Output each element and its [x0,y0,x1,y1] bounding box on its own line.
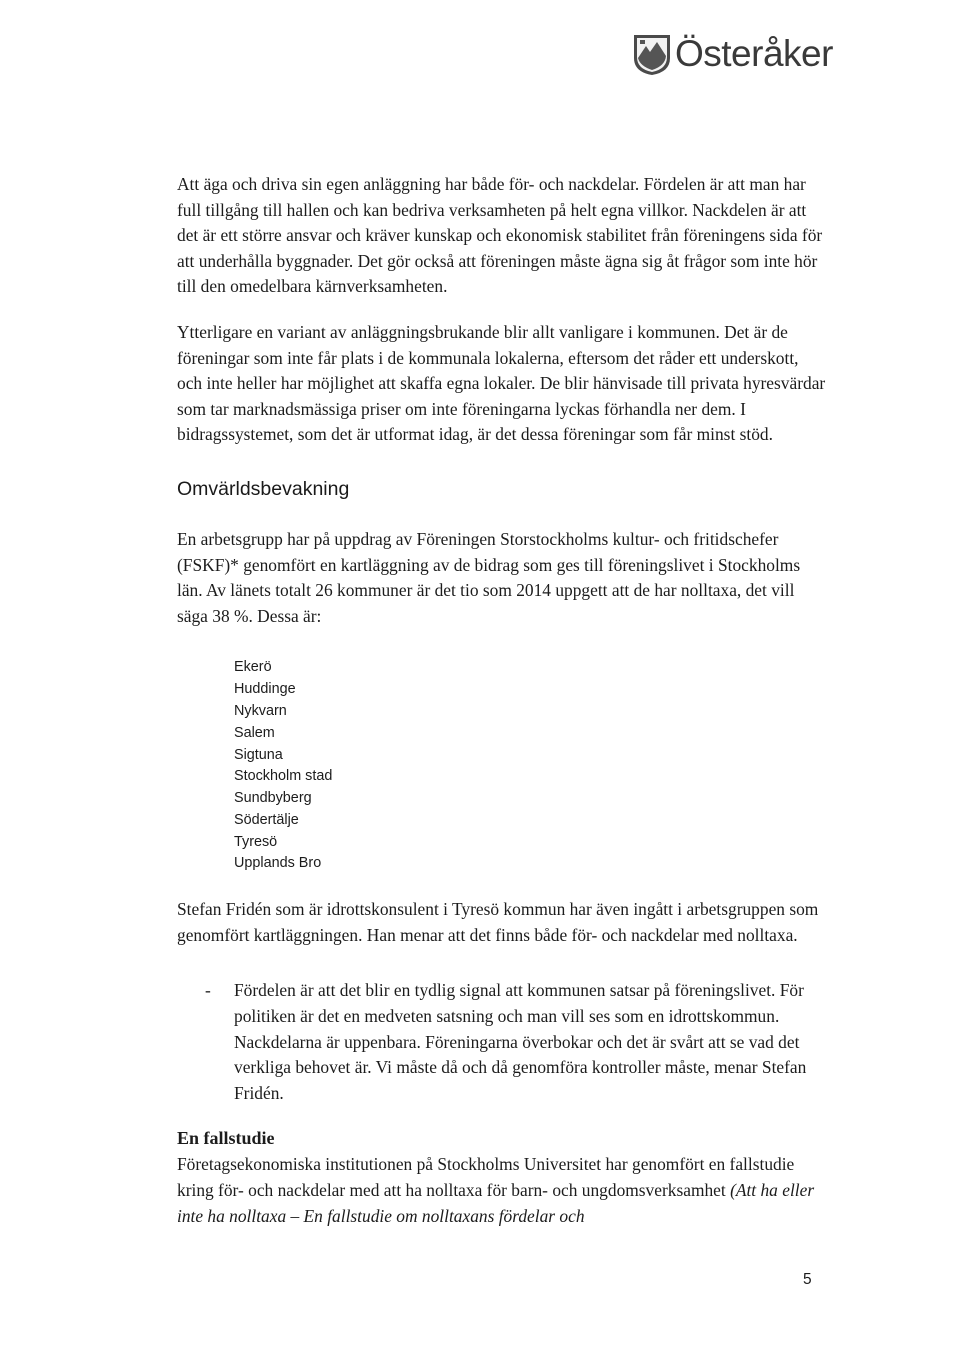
list-item: Södertälje [234,811,299,828]
list-item: Ekerö [234,659,272,676]
document-body [177,172,827,1245]
quote-text: Fördelen är att det blir en tydlig signal att kommunen satsar på föreningslivet. För politiken är det en medveten satsning och man vill ses som en idrottskommun. Nackdelarna är uppenbara. Föreningarna överbokar och det är svårt att se vad det verkliga behovet är. Vi måste då och då genomföra kontroller måste, menar Stefan Fridén. [234,980,807,1103]
section-heading-omvarldsbevakning: Omvärldsbevakning [177,477,350,500]
section-heading-fallstudie: En fallstudie [177,1128,275,1149]
municipal-crest-icon [632,32,672,76]
list-item: Tyresö [234,833,278,850]
case-study-title-italic: (Att ha eller inte ha nolltaxa – En fallstudie om nolltaxans fördelar och [177,1180,815,1226]
case-study-text: Företagsekonomiska institutionen på Stockholms Universitet har genomfört en fallstudie kring för- och nackdelar med att ha nolltaxa för barn- och ungdomsverksamhet [177,1154,795,1201]
list-item: Upplands Bro [234,855,322,872]
dash-marker: - [205,980,211,1001]
list-item: Sigtuna [234,746,283,763]
paragraph-stefan-friden: Stefan Fridén som är idrottskonsulent i Tyresö kommun har även ingått i arbetsgruppen som genomfört kartläggningen. Han menar att det finns både för- och nackdelar med nolltaxa. [177,899,819,945]
logo-text: Österåker [675,33,833,74]
list-item: Salem [234,724,275,741]
page-number: 5 [803,1271,812,1288]
list-item: Stockholm stad [234,768,333,785]
list-item: Nykvarn [234,702,287,719]
paragraph-case-study [177,1152,827,1229]
paragraph-private-landlords: Ytterligare en variant av anläggningsbrukande blir allt vanligare i kommunen. Det är de föreningar som inte får plats i de kommunala lokalerna, eftersom det råder ett underskott, och inte heller har möjlighet att skaffa egna lokaler. De blir hänvisade till privata hyresvärdar som tar marknadsmässiga priser om inte föreningarna lyckas förhandla ner dem. I bidragssystemet, som det är utformat idag, är det dessa föreningar som får minst stöd. [177,321,826,445]
logo [632,30,833,78]
list-item: Sundbyberg [234,790,312,807]
quote-list-item [177,978,827,1106]
paragraph-fskf-survey: En arbetsgrupp har på uppdrag av Föreningen Storstockholms kultur- och fritidschefer (FSKF)* genomfört en kartläggning av de bidrag som ges till föreningslivet i Stockholms län. Av länets totalt 26 kommuner är det tio som 2014 uppgett att de har nolltaxa, det vill säga 38 %. Dessa är: [177,528,801,626]
paragraph-facility-ownership: Att äga och driva sin egen anläggning har både för- och nackdelar. Fördelen är att man har full tillgång till hallen och kan bedriva verksamheten på helt egna villkor. Nackdelen är att det är ett större ansvar och kräver kunskap och ekonomisk stabilitet från föreningens sida för att underhålla byggnader. Det gör också att föreningen måste ägna sig åt frågor som inte hör till den omedelbara kärnverksamheten. [177,174,823,297]
municipality-list [234,657,827,875]
list-item: Huddinge [234,681,296,698]
